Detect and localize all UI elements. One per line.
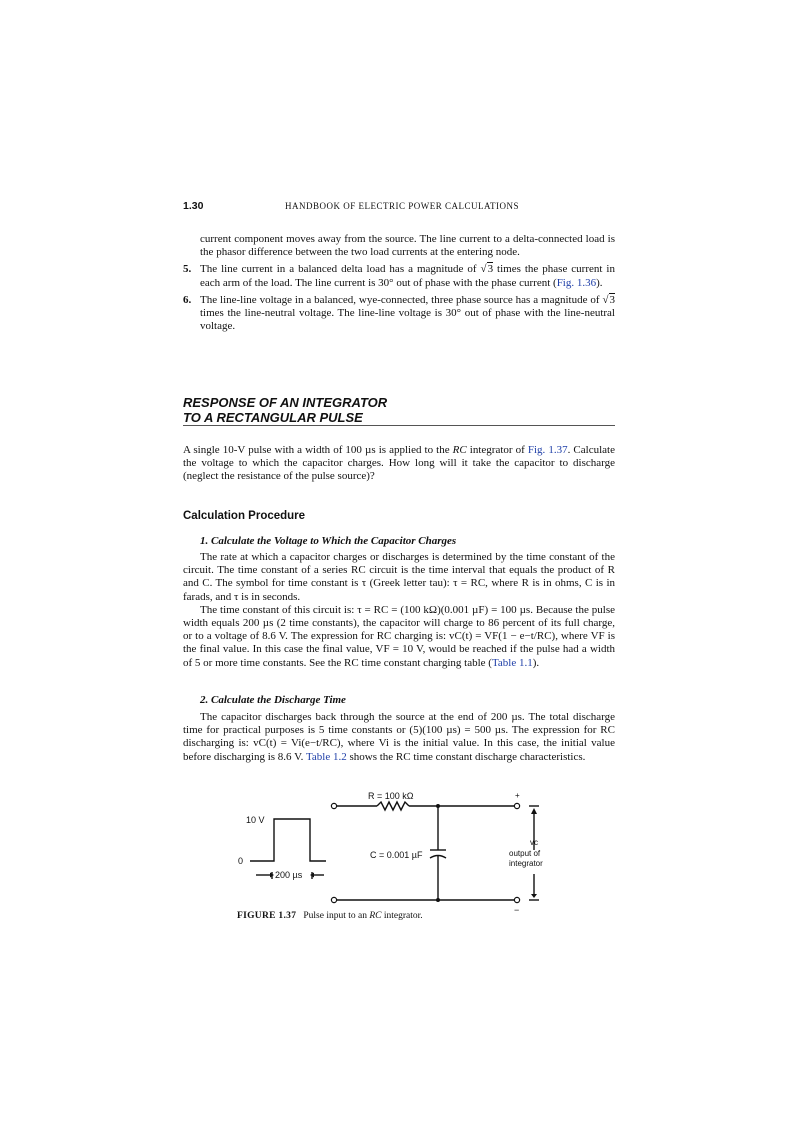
junction-dot (436, 898, 440, 902)
output-terminal-top (514, 803, 519, 808)
caption-label: FIGURE 1.37 (237, 911, 297, 921)
resistor-symbol (377, 802, 409, 810)
pulse-amplitude-label: 10 V (246, 815, 265, 825)
step-1-paragraph-2-text: ). (532, 656, 540, 669)
capacitor-label: C = 0.001 µF (370, 850, 423, 860)
caption-text: RC (369, 911, 382, 921)
input-terminal-top (331, 803, 336, 808)
output-minus-label: − (514, 905, 520, 915)
figure-link-1-36[interactable]: Fig. 1.36 (556, 276, 597, 289)
list-item-text: times the line-neutral voltage. The line-line voltage is 30° out of phase with the line-neutral voltage. (200, 307, 615, 333)
running-header (183, 200, 615, 214)
table-link-1-1[interactable]: Table 1.1 (491, 656, 533, 669)
output-terminal-bottom (514, 897, 519, 902)
section-title (183, 395, 615, 425)
junction-dot (436, 804, 440, 808)
output-plus-label: + (515, 791, 520, 800)
continued-list (183, 233, 615, 333)
square-root-symbol: √3 (602, 293, 615, 306)
pulse-waveform (250, 819, 326, 861)
step-2-paragraph-1 (183, 711, 615, 764)
list-item-number: 5. (183, 263, 192, 276)
pulse-width-label: 200 µs (275, 870, 303, 880)
output-label-line-1: output of (509, 849, 541, 858)
intro-paragraph: current component moves away from the source. The line current to a delta-connected load is the phasor difference between the two load currents at the entering node. (200, 233, 615, 259)
problem-statement (183, 444, 615, 484)
list-item-text: The line current in a balanced delta load has a magnitude of (200, 263, 481, 276)
list-item-text: ). (596, 276, 603, 289)
problem-text: A single 10-V pulse with a width of 100 µs is applied to the (183, 444, 453, 456)
problem-text: integrator of (466, 444, 528, 456)
step-1-paragraph-1: The rate at which a capacitor charges or discharges is determined by the time constant of the circuit. The time constant of a series RC circuit is the time interval that equals the product of R and C. The symbol for time constant is τ (Greek letter tau): τ = RC, where R is in ohms, C is in farads, and τ is in seconds. (183, 551, 615, 603)
input-terminal-bottom (331, 897, 336, 902)
table-link-1-2[interactable]: Table 1.2 (305, 750, 347, 763)
resistor-label: R = 100 kΩ (368, 791, 414, 801)
zero-label: 0 (238, 856, 244, 866)
list-item-text: The line-line voltage in a balanced, wye-connected, three phase source has a magnitude of (200, 293, 603, 306)
step-1-body (183, 551, 615, 670)
list-item-text: times the phase current in each arm of the load. The line current is 30° out of phase with the phase current ( (200, 263, 615, 289)
step-2-heading: 2. Calculate the Discharge Time (200, 694, 346, 706)
step-1-paragraph-2-text: The time constant of this circuit is: τ = RC = (100 kΩ)(0.001 µF) = 100 µs. Because the pulse width equals 200 µs (2 time constants), the capacitor will charge to 86 percent of its full charge, or to a voltage of 8.6 V. The expression for RC charging is: vC(t) = VF(1 − e−t/RC), where VF is the final value. In this case the final value, VF = 10 V, would be reached if the pulse had a width of 5 or more time constants. See the RC time constant charging table ( (183, 603, 615, 669)
page-number: 1.30 (183, 200, 204, 212)
figure-caption (237, 911, 423, 921)
step-2-body (183, 711, 615, 764)
output-arrow-up (531, 808, 537, 814)
section-title-line: TO A RECTANGULAR PULSE (183, 410, 363, 425)
square-root-symbol: √3 (480, 263, 494, 276)
output-arrow-down (531, 894, 537, 898)
figure-link-1-37[interactable]: Fig. 1.37 (527, 444, 568, 456)
section-rule (183, 425, 615, 426)
step-1-heading: 1. Calculate the Voltage to Which the Capacitor Charges (200, 535, 457, 547)
running-title: HANDBOOK OF ELECTRIC POWER CALCULATIONS (285, 201, 520, 211)
caption-text: integrator. (381, 911, 423, 921)
caption-text: Pulse input to an (303, 911, 370, 921)
list-item-5 (183, 263, 615, 289)
step-2-text: The capacitor discharges back through the source at the end of 200 µs. The total discharge time for practical purposes is 5 time constants or (5)(100 µs) = 500 µs. The expression for RC discharging is: vC(t) = Vi(e−t/RC), where Vi is the initial value. In this case, the initial value before discharging is 8.6 V. (183, 711, 615, 763)
problem-text: . Calculate the voltage to which the capacitor charges. How long will it take the capacitor to discharge (neglect the resistance of the pulse source)? (183, 444, 615, 483)
figure-1-37-diagram (228, 786, 588, 916)
calculation-procedure-heading: Calculation Procedure (183, 510, 306, 522)
radicand: 3 (609, 293, 615, 306)
problem-text: RC (452, 444, 467, 456)
output-voltage-label: vc (530, 838, 538, 847)
radicand: 3 (487, 263, 494, 276)
step-2-text: shows the RC time constant discharge characteristics. (346, 750, 586, 763)
step-1-paragraph-2 (183, 604, 615, 670)
list-item-6 (183, 294, 615, 334)
section-title-line: RESPONSE OF AN INTEGRATOR (183, 395, 388, 410)
output-label-line-2: integrator (509, 859, 543, 868)
list-item-number: 6. (183, 293, 192, 306)
